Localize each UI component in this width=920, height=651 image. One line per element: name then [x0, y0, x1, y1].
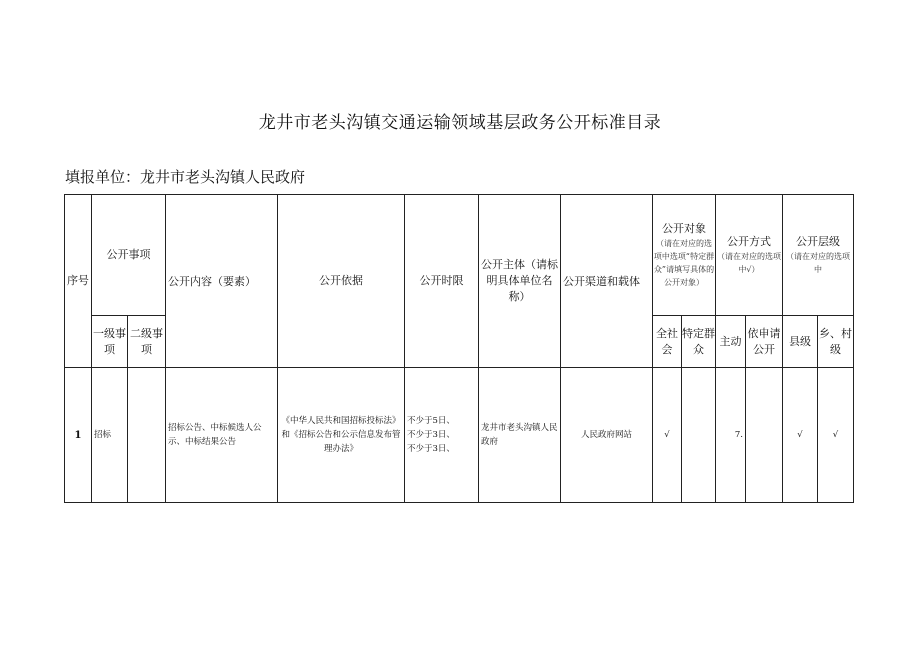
cell-time	[405, 368, 479, 503]
header-level-title: 公开层级	[796, 235, 840, 248]
cell-level-town: √	[818, 368, 854, 503]
header-subject: 公开主体（请标明具体单位名称）	[479, 195, 561, 368]
header-channel: 公开渠道和载体	[561, 195, 653, 368]
cell-method-active: 7.	[716, 368, 746, 503]
cell-time-line: 不少于3日、	[407, 430, 455, 440]
cell-level1: 招标	[92, 368, 128, 503]
header-level2: 二级事项	[128, 316, 166, 368]
cell-level-county: √	[783, 368, 818, 503]
header-target-specific: 特定群众	[682, 316, 716, 368]
header-target-all: 全社会	[653, 316, 682, 368]
header-target-note: （请在对应的选项中选项“特定群众”请填写具体的公开对象）	[653, 239, 715, 287]
cell-subject: 龙井市老头沟镇人民政府	[479, 368, 561, 503]
reporting-unit: 填报单位：龙井市老头沟镇人民政府	[65, 168, 306, 186]
header-matter: 公开事项	[92, 195, 166, 316]
header-content: 公开内容（要素）	[166, 195, 278, 368]
header-method-title: 公开方式	[727, 235, 771, 248]
header-level-note: （请在对应的选项中	[786, 252, 850, 274]
cell-content: 招标公告、中标候选人公示、中标结果公告	[166, 368, 278, 503]
cell-level2	[128, 368, 166, 503]
header-basis: 公开依据	[278, 195, 405, 368]
cell-time-line: 不少于5日、	[407, 416, 455, 426]
cell-target-specific	[682, 368, 716, 503]
page-title: 龙井市老头沟镇交通运输领域基层政务公开标准目录	[258, 113, 662, 133]
header-method	[716, 195, 783, 316]
header-method-note: （请在对应的选项中√）	[717, 252, 781, 274]
disclosure-table	[64, 194, 854, 503]
header-target	[653, 195, 716, 316]
header-level-county: 县级	[783, 316, 818, 368]
header-level	[783, 195, 854, 316]
header-method-apply: 依申请公开	[746, 316, 783, 368]
header-time: 公开时限	[405, 195, 479, 368]
header-method-active: 主动	[716, 316, 746, 368]
header-level-town: 乡、村级	[818, 316, 854, 368]
cell-time-line: 不少于3日、	[407, 444, 455, 454]
header-level1: 一级事项	[92, 316, 128, 368]
cell-method-apply	[746, 368, 783, 503]
cell-channel: 人民政府网站	[561, 368, 653, 503]
header-seq: 序号	[65, 195, 92, 368]
cell-seq: 1	[65, 368, 92, 503]
cell-target-all: √	[653, 368, 682, 503]
table-row	[65, 368, 854, 503]
header-target-title: 公开对象	[662, 222, 706, 235]
cell-basis: 《中华人民共和国招标投标法》和《招标公告和公示信息发布管理办法》	[278, 368, 405, 503]
